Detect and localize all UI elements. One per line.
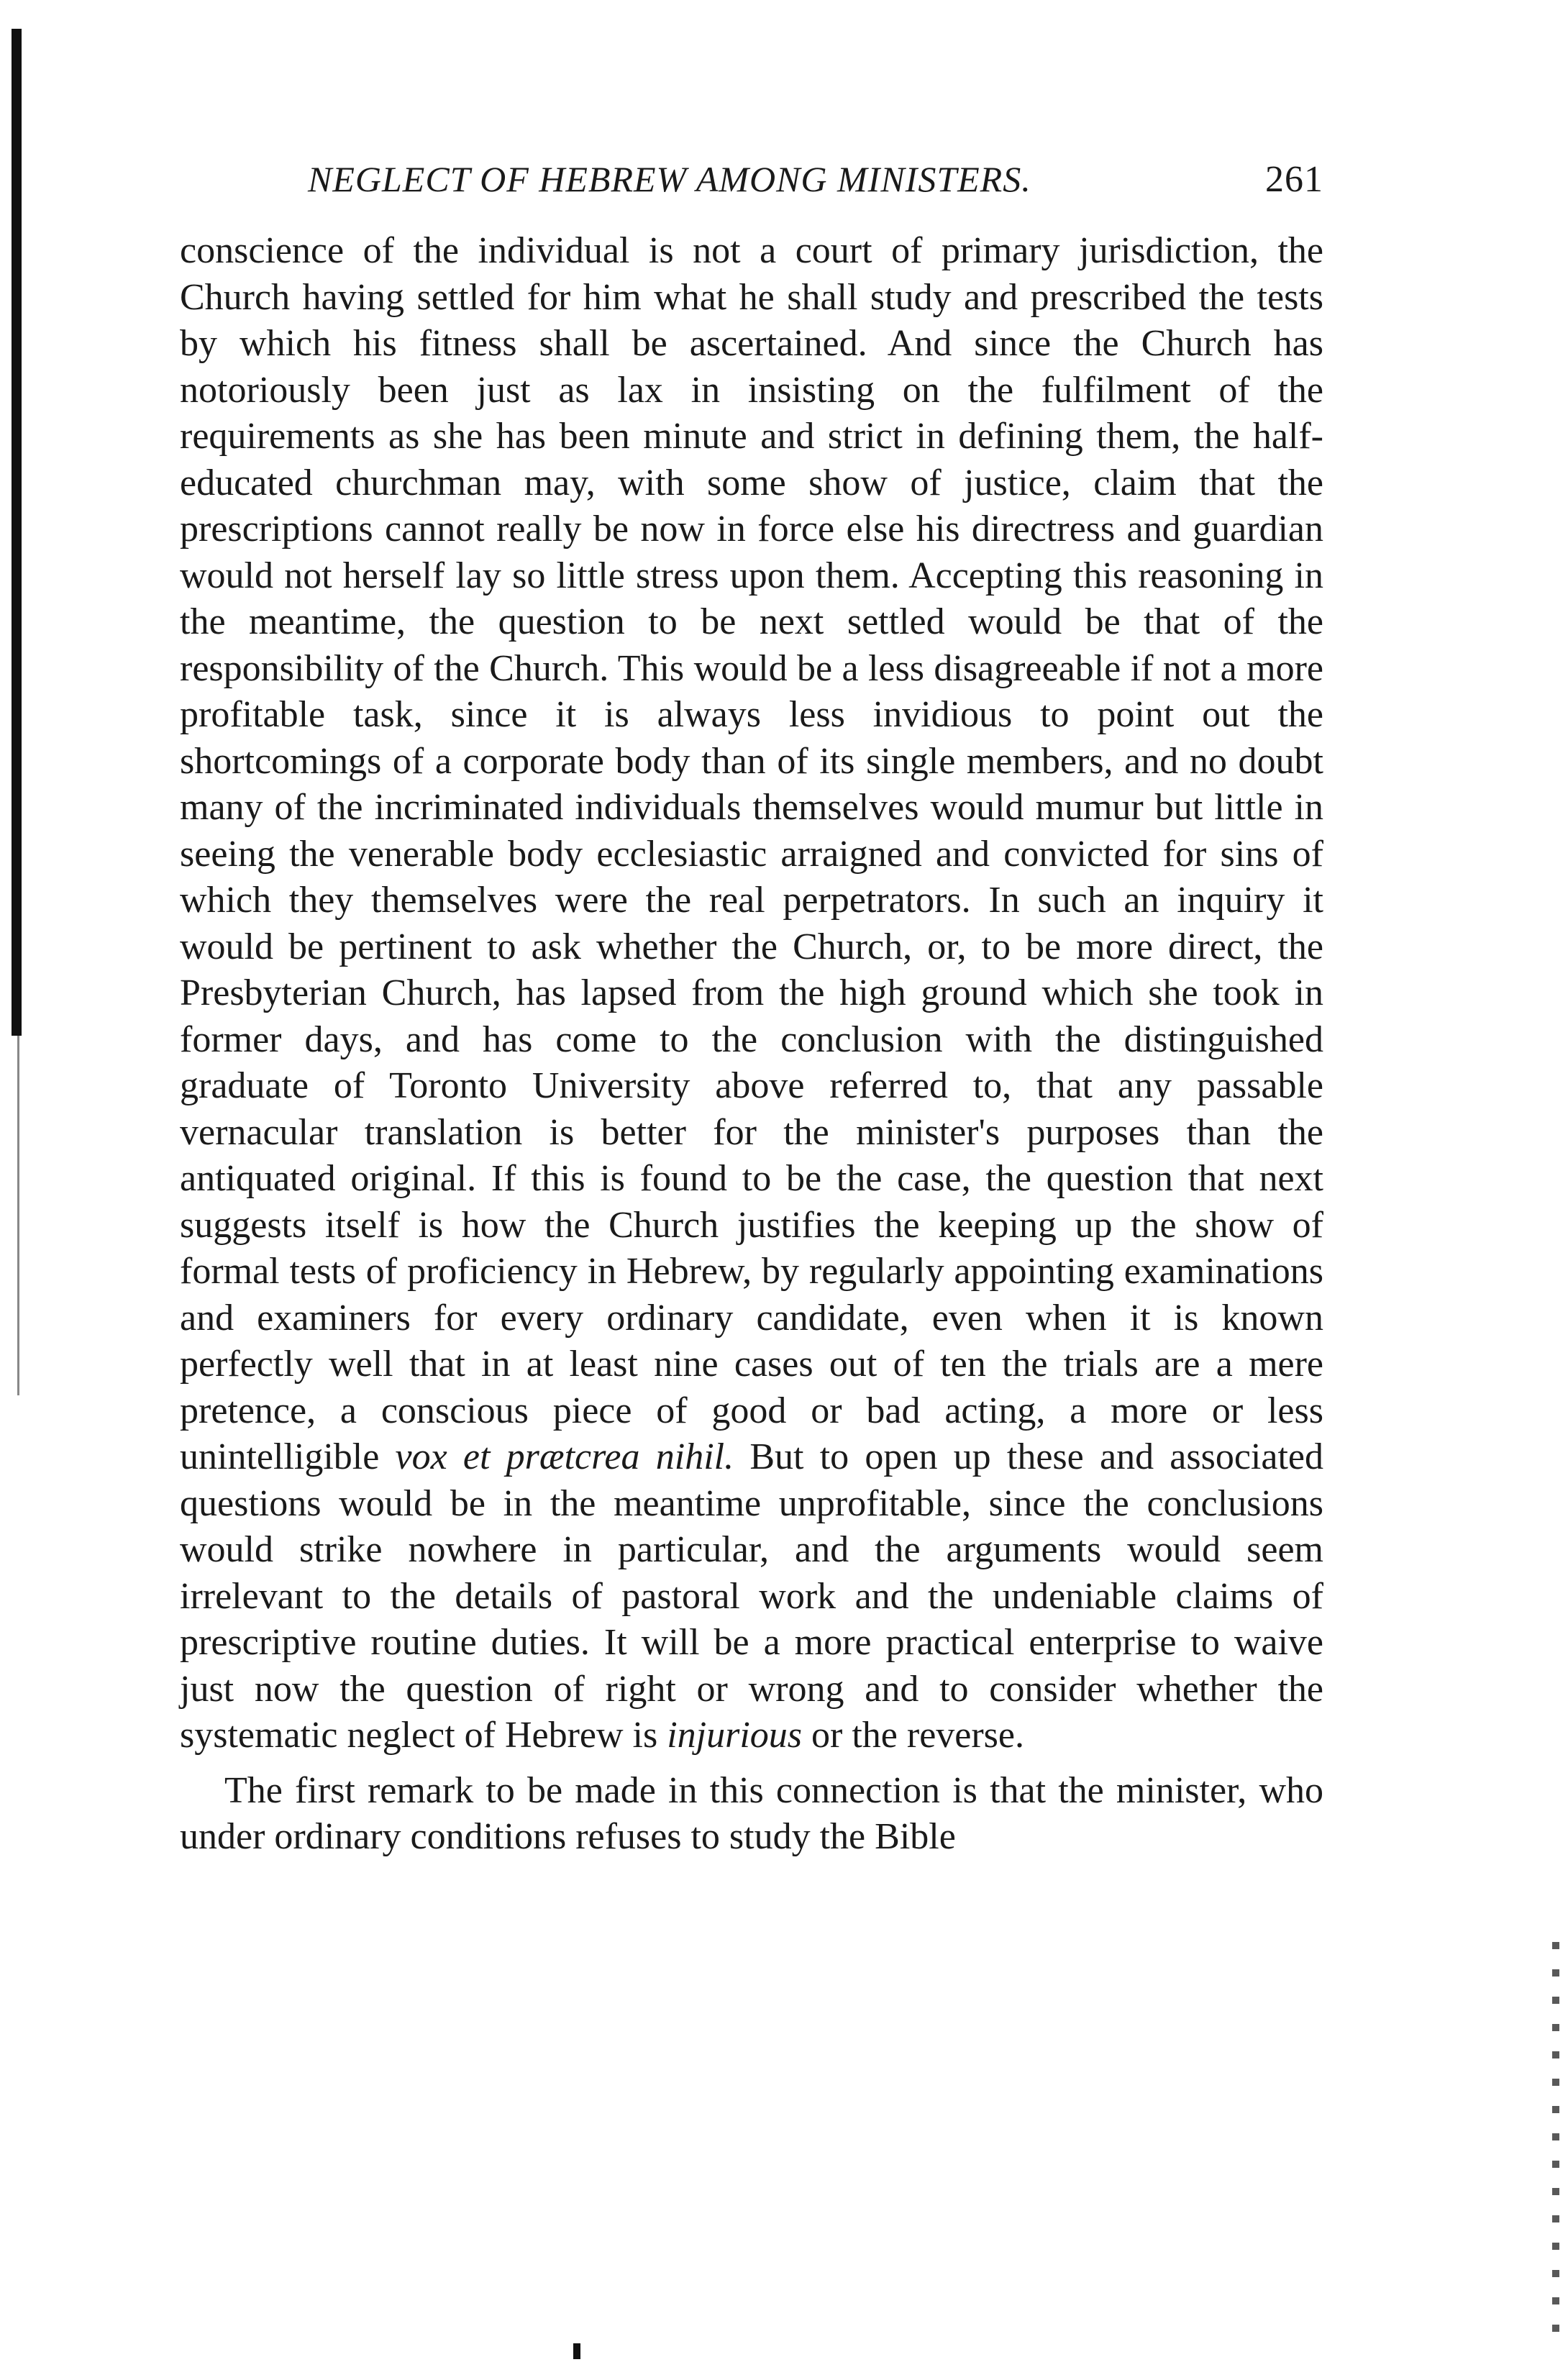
footer-ink-mark bbox=[573, 2343, 580, 2359]
latin-phrase: vox et prætcrea nihil. bbox=[395, 1436, 734, 1477]
paragraph-2: The first remark to be made in this connection is that the minister, who under ordinary conditions refuses to study the Bible bbox=[180, 1769, 1323, 1857]
paragraph-1-text: conscience of the individual is not a court of primary jurisdiction, the Church having settled for him what he shall study and prescribed the tests by which his fitness shall be ascertained. And since the Church has notoriously been just as lax in insisting on the fulfilment of the requirements as she has been minute and strict in defining them, the half-educated churchman may, with some show of justice, claim that the prescriptions cannot really be now in force else his directress and guardian would not herself lay so little stress upon them. Accepting this reasoning in the meantime, the question to be next settled would be that of the responsibility of the Church. This would be a less disagreeable if not a more profitable task, since it is always less invidious to point out the shortcomings of a corporate body than of its single members, and no doubt many of the incriminated individuals themselves would mumur but little in seeing the venerable body ecclesiastic arraigned and convicted for sins of which they themselves were the real perpetrators. In such an inquiry it would be pertinent to ask whether the Church, or, to be more direct, the Presbyterian Church, has lapsed from the high ground which she took in former days, and has come to the conclusion with the distinguished graduate of Toronto University above referred to, that any passable vernacular translation is better for the minister's purposes than the antiquated original. If this is found to be the case, the question that next suggests itself is how the Church justifies the keeping up the show of formal tests of proficiency in Hebrew, by regularly appointing examinations and examiners for every ordinary candidate, even when it is known perfectly well that in at least nine cases out of ten the trials are a mere pretence, a conscious piece of good or bad acting, a more or less unintelligible bbox=[180, 230, 1323, 1477]
emphasis-word: injurious bbox=[667, 1715, 803, 1756]
page-number: 261 bbox=[1265, 159, 1323, 200]
running-title: NEGLECT OF HEBREW AMONG MINISTERS. bbox=[308, 159, 1031, 199]
page-binding-shadow bbox=[17, 1036, 19, 1395]
paragraph-1-continuation: But to open up these and associated questions would be in the meantime unprofitable, since the conclusions would strike nowhere in particular, and the arguments would seem irrelevant to the details of pastoral work and the undeniable claims of prescriptive routine duties. It will be a more practical enterprise to waive just now the question of right or wrong and to consider whether the systematic neglect of Hebrew is bbox=[180, 1436, 1323, 1756]
paragraph-1 bbox=[180, 228, 1323, 1759]
page-edge-specks bbox=[1552, 1942, 1559, 2345]
body-text bbox=[180, 228, 1323, 1861]
page-binding-edge bbox=[12, 29, 22, 1036]
book-page bbox=[180, 158, 1323, 1861]
running-header bbox=[180, 158, 1323, 201]
paragraph-1-ending: or the reverse. bbox=[802, 1715, 1024, 1756]
